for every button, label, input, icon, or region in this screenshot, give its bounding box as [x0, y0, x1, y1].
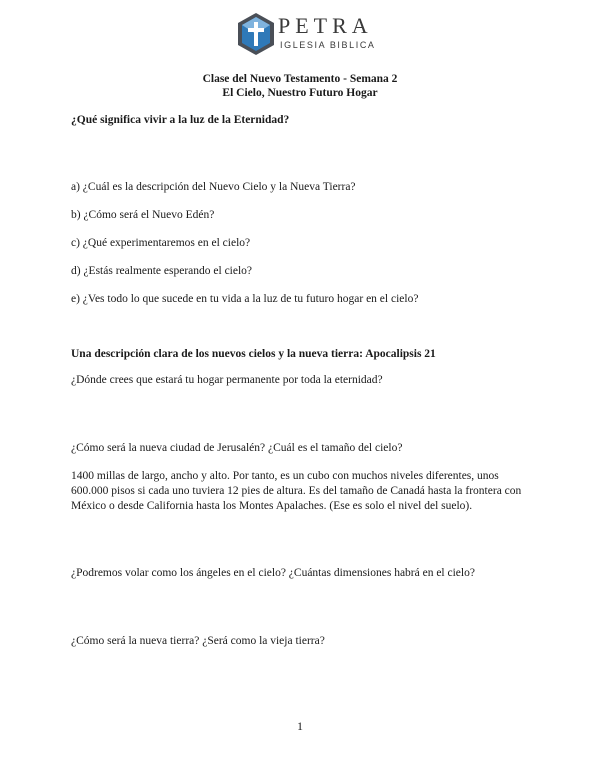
section1-heading: ¿Qué significa vivir a la luz de la Eternidad? — [71, 114, 290, 126]
page-number: 1 — [297, 719, 303, 733]
section2-heading: Una descripción clara de los nuevos cielos y la nueva tierra: Apocalipsis 21 — [71, 348, 436, 360]
question-item-c: c) ¿Qué experimentaremos en el cielo? — [71, 237, 251, 249]
question-item-e: e) ¿Ves todo lo que sucede en tu vida a la luz de tu futuro hogar en el cielo? — [71, 293, 419, 305]
question-eternal-home: ¿Dónde crees que estará tu hogar permanente por toda la eternidad? — [71, 374, 383, 386]
document-subtitle: El Cielo, Nuestro Futuro Hogar — [222, 87, 378, 99]
question-item-d: d) ¿Estás realmente esperando el cielo? — [71, 265, 253, 277]
question-item-b: b) ¿Cómo será el Nuevo Edén? — [71, 209, 215, 221]
logo-wordmark: PETRA — [278, 13, 373, 38]
question-new-earth: ¿Cómo será la nueva tierra? ¿Será como la vieja tierra? — [71, 635, 325, 647]
question-item-a: a) ¿Cuál es la descripción del Nuevo Cielo y la Nueva Tierra? — [71, 181, 356, 193]
petra-logo — [236, 12, 376, 56]
document-title: Clase del Nuevo Testamento - Semana 2 — [202, 73, 398, 85]
answer-paragraph: 1400 millas de largo, ancho y alto. Por tanto, es un cubo con muchos niveles diferentes, unos 600.000 pisos si cada uno tuviera 12 pies de altura. Es del tamaño de Canadá hasta la frontera con México o desde California hasta los Montes Apalaches. (Ese es solo el nivel del suelo). — [71, 470, 522, 512]
question-new-jerusalem: ¿Cómo será la nueva ciudad de Jerusalén? ¿Cuál es el tamaño del cielo? — [71, 442, 403, 454]
logo-subtitle: IGLESIA BIBLICA — [280, 40, 376, 50]
cross-shield-icon — [236, 12, 276, 56]
question-flying-dimensions: ¿Podremos volar como los ángeles en el cielo? ¿Cuántas dimensiones habrá en el cielo? — [71, 567, 475, 579]
